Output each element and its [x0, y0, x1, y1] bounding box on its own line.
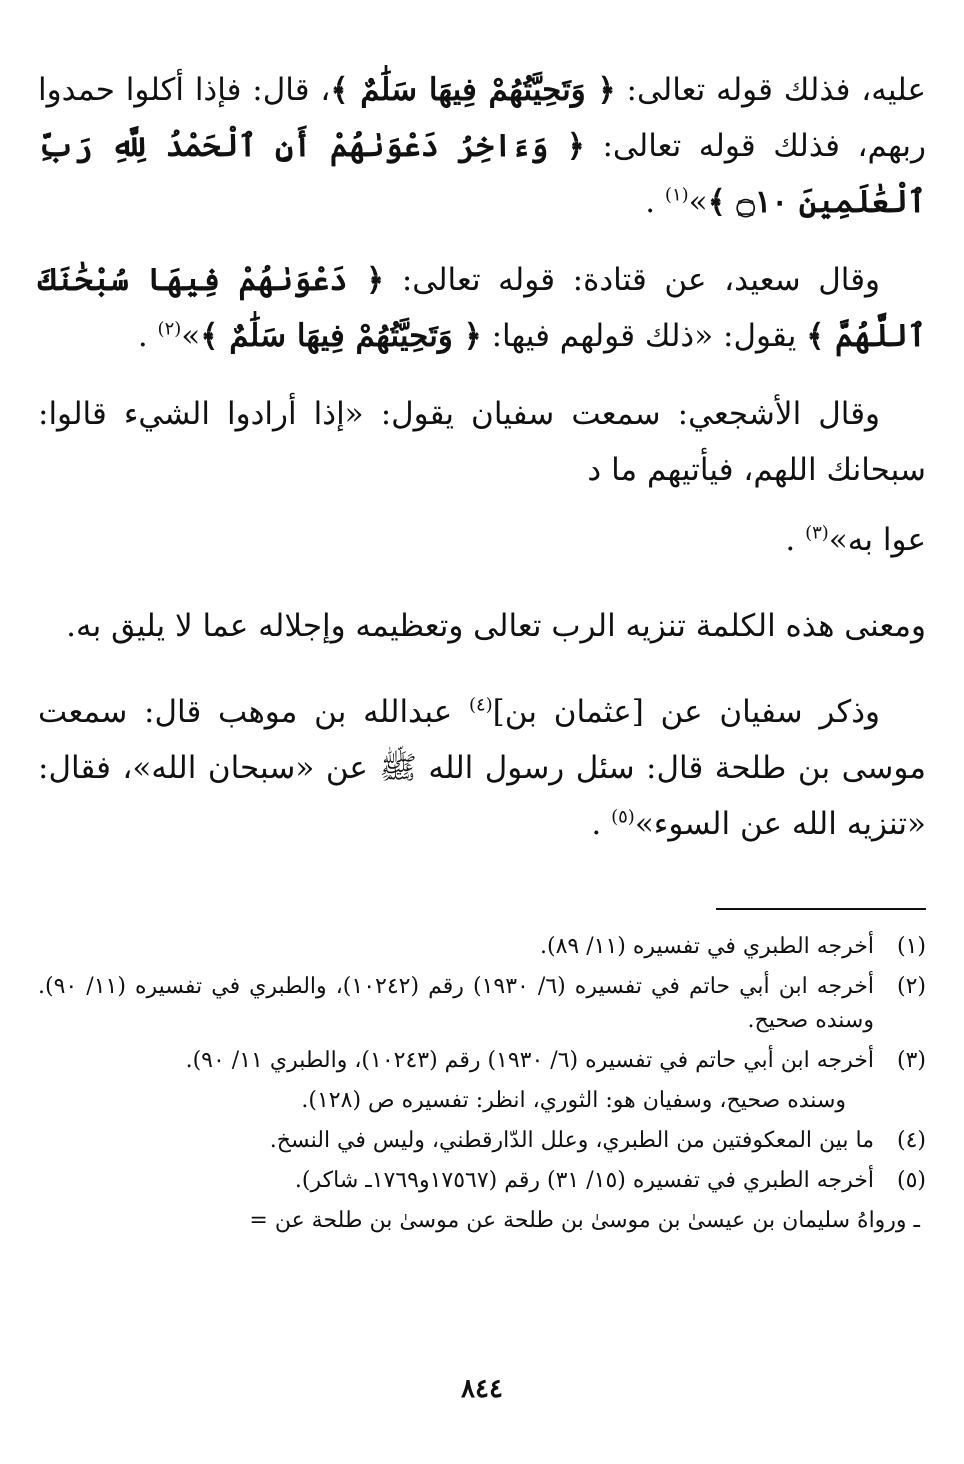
footnote-ref: (٢): [157, 318, 182, 340]
footnote-2: (٢) أخرجه ابن أبي حاتم في تفسيره (٦/ ١٩٣٠) رقم (١٠٢٤٢)، والطبري في تفسيره (١١/ ٩٠). وسنده صحيح.: [38, 974, 926, 1033]
footnote-divider: [716, 908, 926, 910]
footnote-3-continued: وسنده صحيح، وسفيان هو: الثوري، انظر: تفسيره ص (١٢٨).: [301, 1088, 846, 1113]
quran-verse: ﴿ دَعْوَىٰهُمْ فِيهَا سُبْحَٰنَكَ ٱللَّهُمَّ ﴾: [38, 262, 926, 354]
paragraph-1: عليه، فذلك قوله تعالى: ﴿ وَتَحِيَّتُهُمْ فِيهَا سَلَٰمٌ ﴾، قال: فإذا أكلوا حمدوا ربهم، فذلك قوله تعالى: ﴿ وَءَاخِرُ دَعْوَىٰهُمْ أَنِ ٱلْحَمْدُ لِلَّهِ رَبِّ ٱلْعَٰلَمِينَ ۝١٠ ﴾»$^{(١)}$ .: [38, 72, 926, 220]
footnote-ref: (١): [664, 184, 689, 206]
paragraph-4: ومعنى هذه الكلمة تنزيه الرب تعالى وتعظيمه وإجلاله عما لا يليق به.: [66, 608, 926, 644]
footnote-ref: (٣): [805, 522, 829, 544]
quran-verse: ﴿ وَءَاخِرُ دَعْوَىٰهُمْ أَنِ ٱلْحَمْدُ لِلَّهِ رَبِّ ٱلْعَٰلَمِينَ ۝١٠ ﴾: [38, 128, 926, 220]
footnote-5: (٥) أخرجه الطبري في تفسيره (١٥/ ٣١) رقم (١٧٥٦٧و١٧٦٩ـ شاكر).: [294, 1168, 926, 1193]
paragraph-5: وذكر سفيان عن [عثمان بن]$^{(٤)}$ عبدالله بن موهب قال: سمعت موسى بن طلحة قال: سئل رسول الله ﷺ عن «سبحان الله»، فقال: «تنزيه الله عن السوء»$^{(٥)}$ .: [38, 694, 926, 842]
quran-verse: ﴿ وَتَحِيَّتُهُمْ فِيهَا سَلَٰمٌ ﴾: [330, 72, 616, 108]
paragraph-3: وقال الأشجعي: سمعت سفيان يقول: «إذا أرادوا الشيء قالوا: سبحانك اللهم، فيأتيهم ما د: [38, 396, 926, 488]
paragraph-3-continued: عوا به»$^{(٣)}$ .: [785, 522, 926, 558]
main-text: [38, 62, 926, 852]
page: [38, 62, 926, 1244]
footnote-ref: (٤): [468, 694, 493, 716]
footnote-ref: (٥): [611, 806, 635, 828]
footnote-3: (٣) أخرجه ابن أبي حاتم في تفسيره (٦/ ١٩٣٠) رقم (١٠٢٤٣)، والطبري ١١/ ٩٠).: [185, 1048, 926, 1073]
footnote-5-continued: ـ ورواهُ سليمان بن عيسىٰ بن موسىٰ بن طلحة عن موسىٰ بن طلحة عن =: [249, 1208, 920, 1233]
footnotes: [38, 930, 926, 1238]
footnote-1: (١) أخرجه الطبري في تفسيره (١١/ ٨٩).: [540, 934, 926, 959]
paragraph-2: وقال سعيد، عن قتادة: قوله تعالى: ﴿ دَعْوَىٰهُمْ فِيهَا سُبْحَٰنَكَ ٱللَّهُمَّ ﴾ يقول: «ذلك قولهم فيها: ﴿ وَتَحِيَّتُهُمْ فِيهَا سَلَٰمٌ ﴾»$^{(٢)}$ .: [38, 262, 926, 354]
footnote-4: (٤) ما بين المعكوفتين من الطبري، وعلل الدّارقطني، وليس في النسخ.: [269, 1128, 926, 1153]
quran-verse: ﴿ وَتَحِيَّتُهُمْ فِيهَا سَلَٰمٌ ﴾: [200, 318, 482, 354]
page-number: ٨٤٤: [461, 1374, 503, 1404]
